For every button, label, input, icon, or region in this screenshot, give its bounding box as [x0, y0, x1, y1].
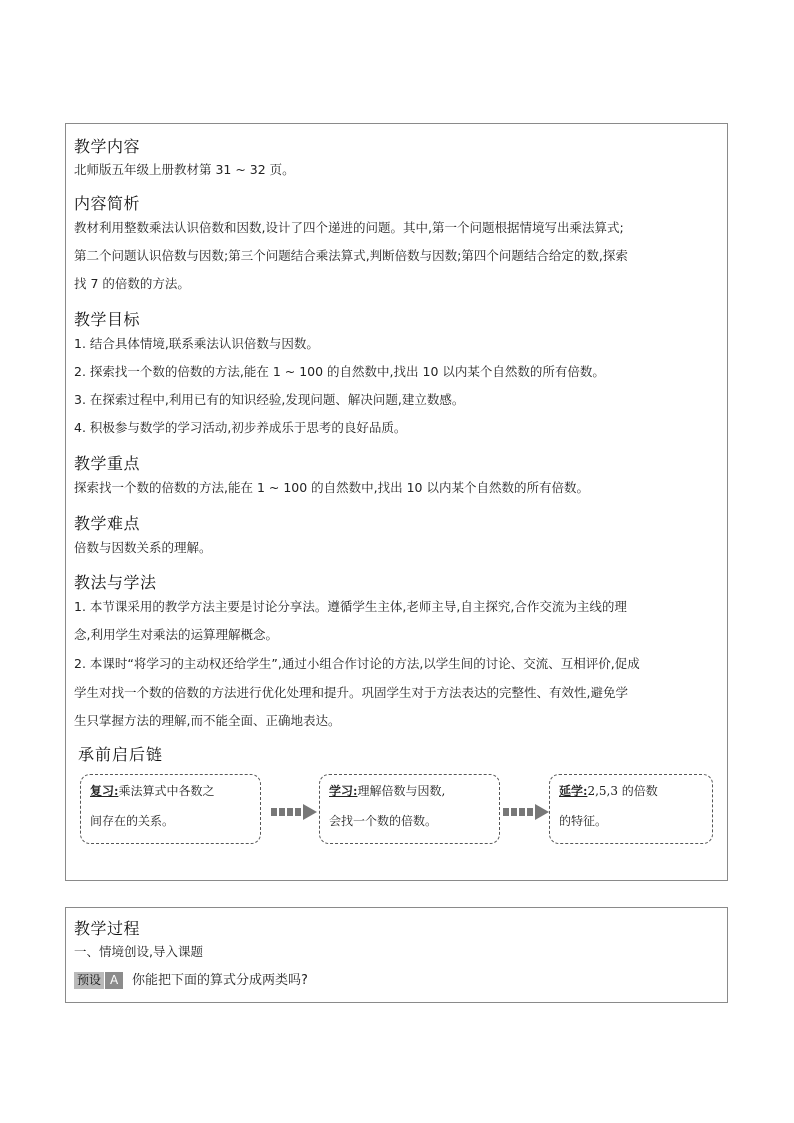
methods-line: 生只掌握方法的理解,而不能全面、正确地表达。 — [74, 713, 341, 728]
heading-teaching-content: 教学内容 — [74, 137, 141, 156]
heading-knowledge-chain: 承前启后链 — [78, 745, 164, 764]
analysis-line: 第二个问题认识倍数与因数;第三个问题结合乘法算式,判断倍数与因数;第四个问题结合给定的数,探索 — [74, 248, 628, 263]
flow-text: 的特征。 — [559, 814, 608, 828]
flow-box-learn — [319, 774, 500, 844]
arrow-right-icon — [271, 804, 317, 820]
teaching-process-panel — [65, 907, 728, 1003]
badge-preset: 预设 — [74, 972, 104, 989]
flow-label: 学习: — [329, 784, 358, 798]
key-point-text: 探索找一个数的倍数的方法,能在 1 ~ 100 的自然数中,找出 10 以内某个自然数的所有倍数。 — [74, 480, 589, 495]
flow-box-extend — [549, 774, 713, 844]
heading-teaching-goals: 教学目标 — [74, 310, 141, 329]
flow-label: 复习: — [90, 784, 119, 798]
analysis-line: 教材利用整数乘法认识倍数和因数,设计了四个递进的问题。其中,第一个问题根据情境写出乘法算式; — [74, 220, 624, 235]
analysis-line: 找 7 的倍数的方法。 — [74, 276, 190, 291]
methods-line: 学生对找一个数的倍数的方法进行优化处理和提升。巩固学生对于方法表达的完整性、有效性,避免学 — [74, 685, 628, 700]
flow-text: 2,5,3 的倍数 — [587, 784, 658, 798]
heading-key-point: 教学重点 — [74, 454, 141, 473]
goal-item: 3. 在探索过程中,利用已有的知识经验,发现问题、解决问题,建立数感。 — [74, 392, 465, 407]
methods-line: 1. 本节课采用的教学方法主要是讨论分享法。遵循学生主体,老师主导,自主探究,合作交流为主线的理 — [74, 599, 627, 614]
preset-badge — [74, 972, 123, 989]
goal-item: 2. 探索找一个数的倍数的方法,能在 1 ~ 100 的自然数中,找出 10 以内某个自然数的所有倍数。 — [74, 364, 605, 379]
flow-text: 乘法算式中各数之 — [118, 784, 215, 798]
lesson-plan-panel — [65, 123, 728, 881]
arrow-right-icon — [503, 804, 549, 820]
step-title: 一、情境创设,导入课题 — [74, 944, 203, 959]
heading-difficulty: 教学难点 — [74, 514, 141, 533]
difficulty-text: 倍数与因数关系的理解。 — [74, 540, 212, 555]
heading-teaching-process: 教学过程 — [74, 919, 141, 938]
heading-methods: 教法与学法 — [74, 573, 157, 592]
badge-letter: A — [105, 972, 123, 989]
question-text: 你能把下面的算式分成两类吗? — [132, 973, 308, 988]
flow-label: 延学: — [559, 784, 588, 798]
heading-content-analysis: 内容简析 — [74, 194, 141, 213]
methods-line: 2. 本课时“将学习的主动权还给学生”,通过小组合作讨论的方法,以学生间的讨论、交流、互相评价,促成 — [74, 656, 640, 671]
methods-line: 念,利用学生对乘法的运算理解概念。 — [74, 627, 278, 642]
flow-text: 理解倍数与因数, — [357, 784, 446, 798]
flow-box-review — [80, 774, 261, 844]
flow-text: 会找一个数的倍数。 — [329, 814, 438, 828]
goal-item: 1. 结合具体情境,联系乘法认识倍数与因数。 — [74, 336, 319, 351]
teaching-content-text: 北师版五年级上册教材第 31 ~ 32 页。 — [74, 162, 295, 177]
flow-text: 间存在的关系。 — [90, 814, 175, 828]
goal-item: 4. 积极参与数学的学习活动,初步养成乐于思考的良好品质。 — [74, 420, 407, 435]
